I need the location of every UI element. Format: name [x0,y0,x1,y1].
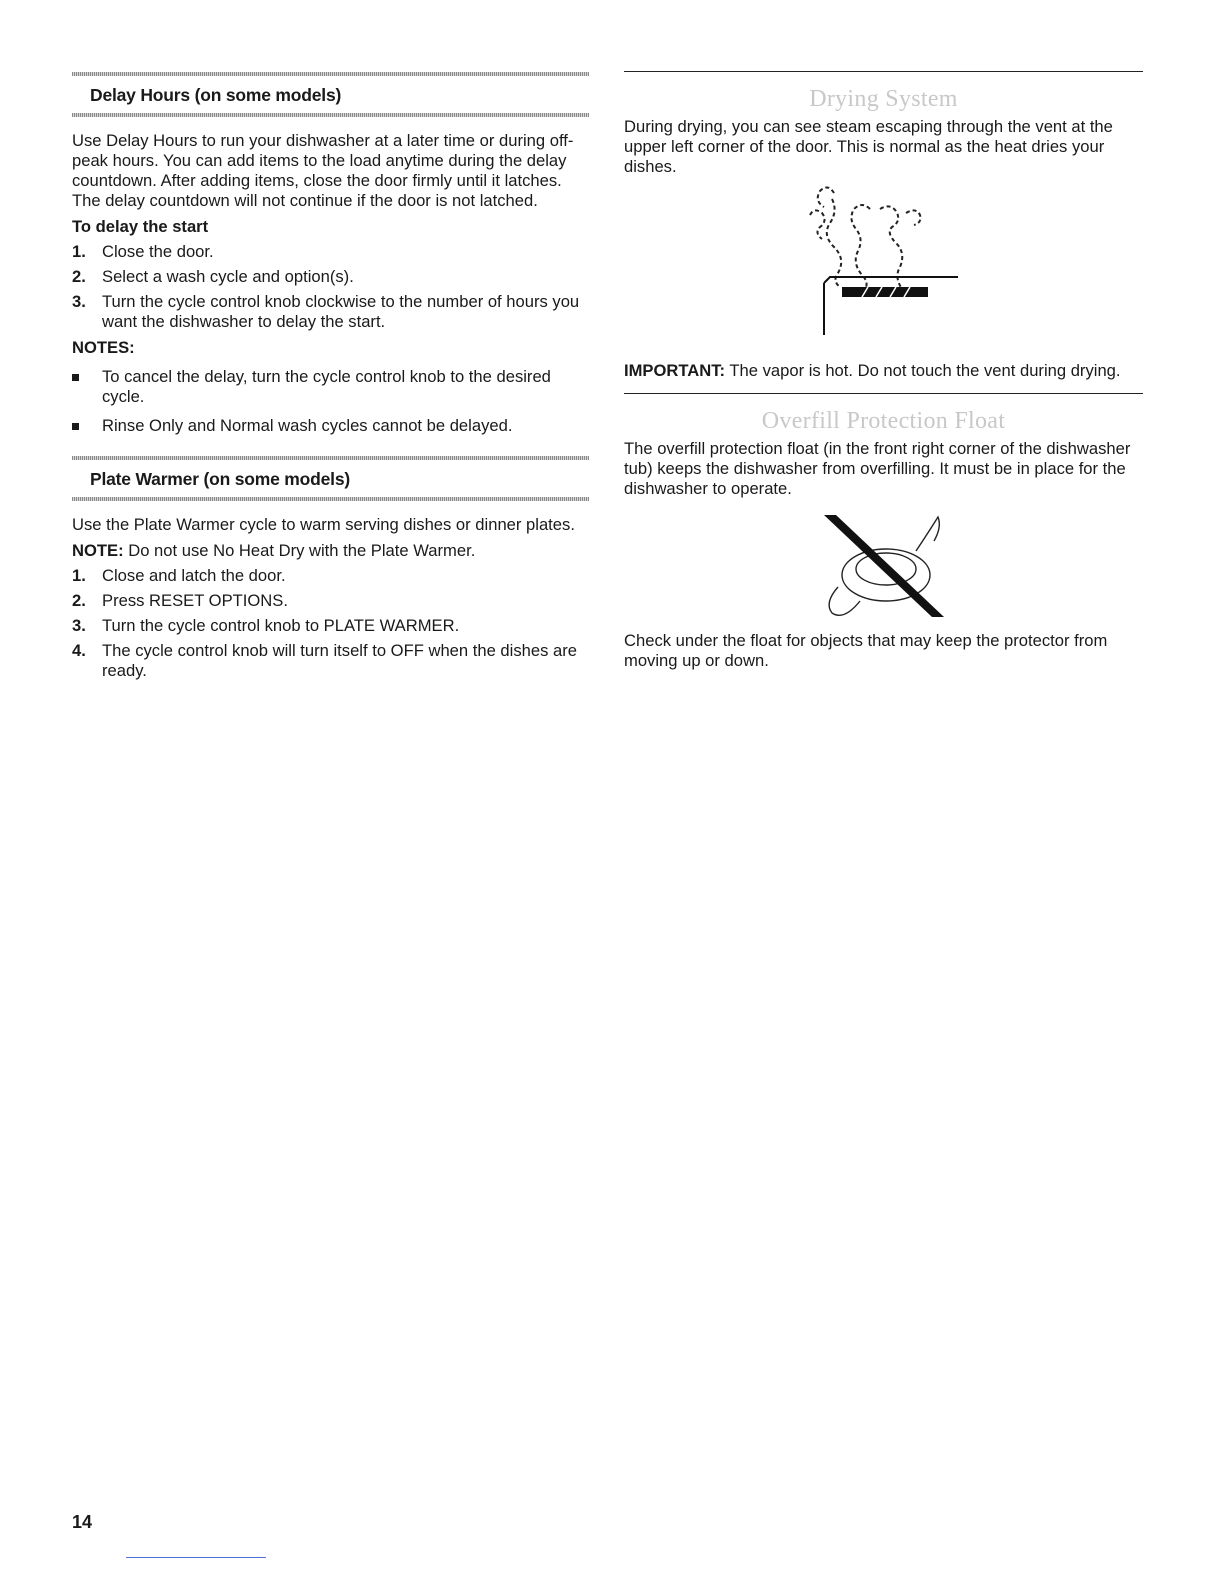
overfill-float-illustration [624,513,1143,631]
delay-hours-title: Delay Hours (on some models) [90,85,342,105]
list-item: To cancel the delay, turn the cycle control knob to the desired cycle. [72,367,589,407]
bullet-square-icon [72,423,79,430]
list-item: 1. Close and latch the door. [72,566,286,585]
list-item: Rinse Only and Normal wash cycles cannot be delayed. [72,416,589,436]
drying-important: IMPORTANT: The vapor is hot. Do not touch the vent during drying. [624,361,1121,380]
drying-rule [624,71,1143,72]
bullet-square-icon [72,374,79,381]
delay-header-bar-bottom [72,113,589,117]
drying-intro: During drying, you can see steam escaping through the vent at the upper left corner of the door. This is normal as the heat dries your dishes. [624,117,1113,176]
delay-header-bar-top [72,72,589,76]
page-number: 14 [72,1512,93,1532]
plate-intro: Use the Plate Warmer cycle to warm serving dishes or dinner plates. [72,515,575,534]
list-item: 4. The cycle control knob will turn itself to OFF when the dishes are ready. [72,641,577,680]
plate-warmer-title: Plate Warmer (on some models) [90,469,351,489]
overfill-rule [624,393,1143,394]
list-item: 3. Turn the cycle control knob clockwise to the number of hours you want the dishwasher to delay the start. [72,292,580,331]
overfill-check: Check under the float for objects that may keep the protector from moving up or down. [624,631,1108,670]
overfill-float-icon [624,513,1143,631]
plate-header-bar-top [72,456,589,460]
list-item: 1. Close the door. [72,242,214,261]
plate-header-bar-bottom [72,497,589,501]
list-item: 3. Turn the cycle control knob to PLATE WARMER. [72,616,460,635]
overfill-float-title: Overfill Protection Float [761,408,1006,434]
left-column [72,0,589,681]
notes-label: NOTES: [72,338,135,357]
steam-vent-icon [624,177,1143,335]
plate-note: NOTE: Do not use No Heat Dry with the Plate Warmer. [72,541,476,560]
steam-vent-illustration [624,177,1143,335]
delay-start-subhead: To delay the start [72,217,209,236]
delay-steps [72,242,589,332]
delay-notes [72,367,589,436]
footer-line [126,1557,266,1558]
overfill-intro: The overfill protection float (in the front right corner of the dishwasher tub) keeps the dishwasher from overfilling. It must be in place for the dishwasher to operate. [624,439,1131,498]
drying-system-title: Drying System [809,86,958,112]
delay-intro: Use Delay Hours to run your dishwasher at a later time or during off-peak hours. You can add items to the load anytime during the delay countdown. After adding items, close the door firmly until it latches. The delay countdown will not continue if the door is not latched. [72,131,574,210]
right-column [624,0,1143,671]
plate-steps [72,566,589,681]
list-item: 2. Press RESET OPTIONS. [72,591,288,610]
list-item: 2. Select a wash cycle and option(s). [72,267,354,286]
